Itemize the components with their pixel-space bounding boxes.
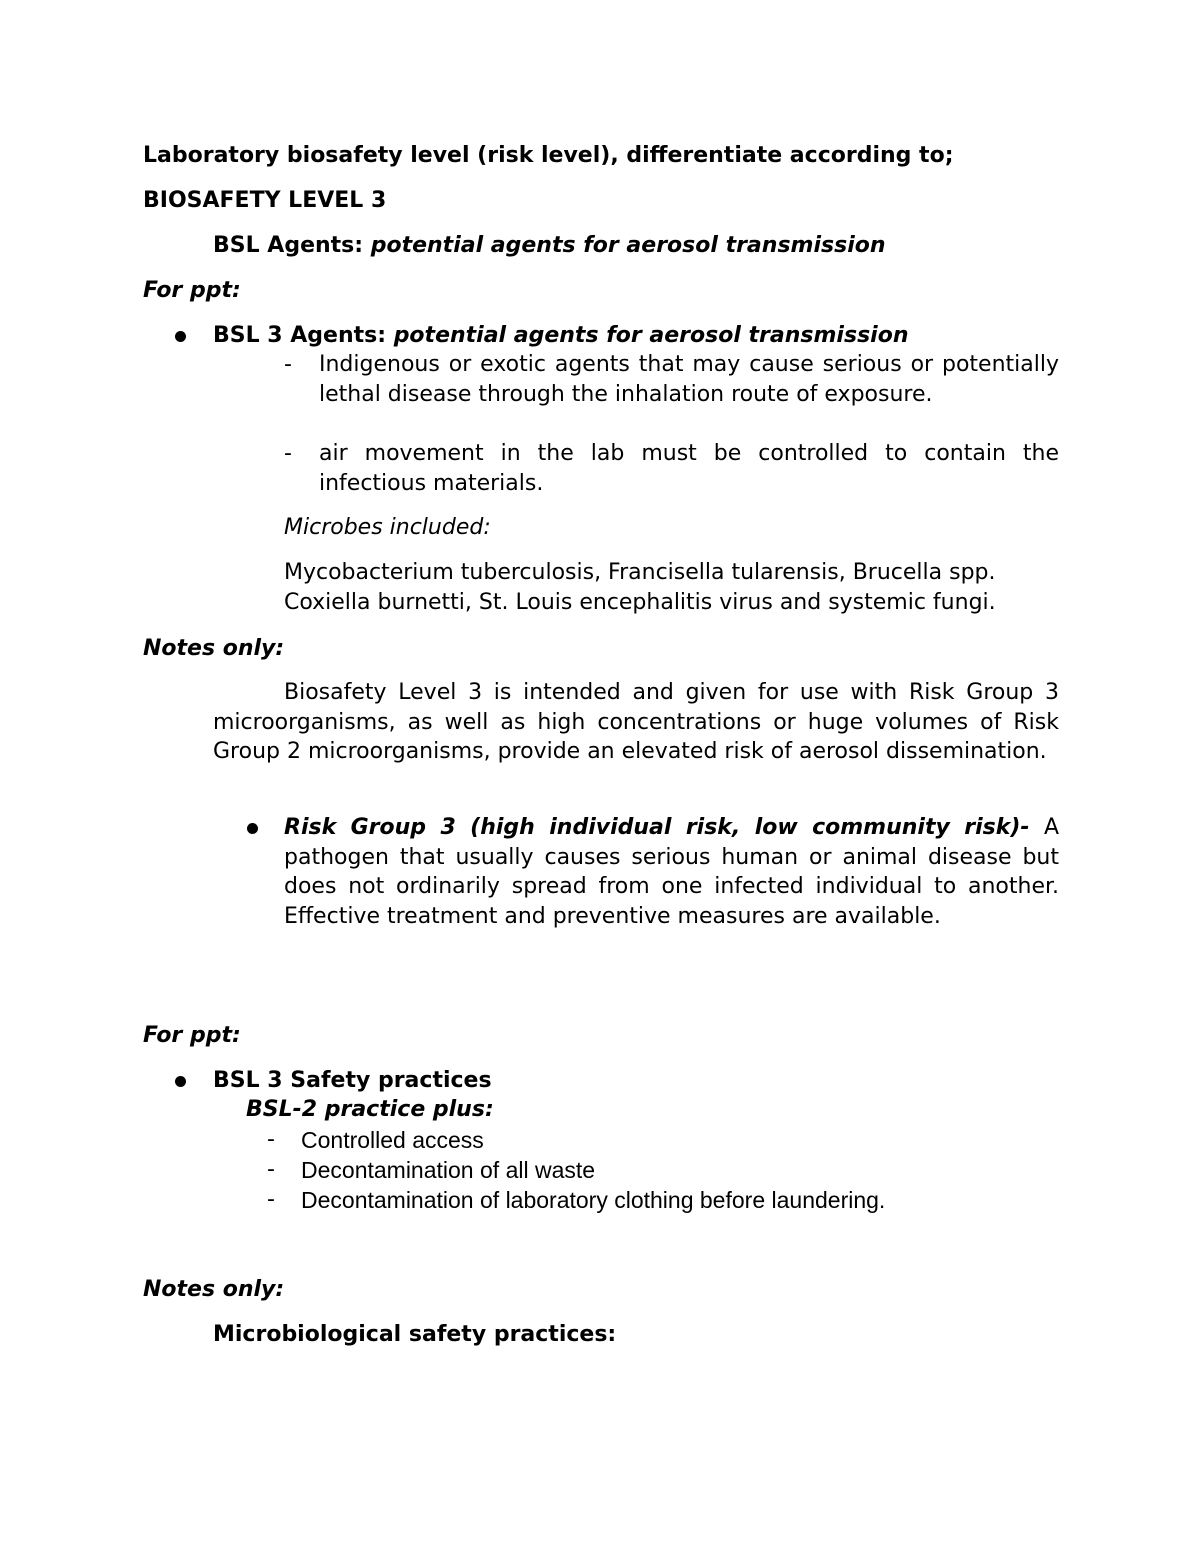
dash-icon: - [284, 352, 292, 377]
dash-icon: - [267, 1127, 275, 1152]
bsl-agents-value: potential agents for aerosol transmission [370, 233, 886, 258]
risk-group-3-item [284, 813, 1059, 931]
bsl2-practice-heading: BSL-2 practice plus: [246, 1097, 494, 1122]
risk-group-3-text: A pathogen that usually causes serious human or animal disease but does not ordinarily spread from one infected individual to another. Effective treatment and preventive measures are available. [284, 815, 1059, 929]
notes-label-1: Notes only: [143, 636, 285, 661]
bsl3-agents-label: BSL 3 Agents: [213, 323, 394, 348]
ppt-1-dash-item: air movement in the lab must be controlled to contain the infectious materials. [319, 441, 1059, 496]
bsl-agents-line [213, 231, 886, 261]
document-title: Laboratory biosafety level (risk level), differentiate according to; [143, 143, 954, 168]
safety-practice-item: Controlled access [301, 1127, 484, 1153]
bullet-icon [247, 823, 258, 834]
bullet-icon [175, 331, 186, 342]
notes-label-2: Notes only: [143, 1277, 285, 1302]
microbes-label: Microbes included: [284, 515, 491, 540]
safety-practice-item: Decontamination of laboratory clothing before laundering. [301, 1187, 886, 1213]
ppt-1-bullet [213, 321, 908, 351]
bsl3-agents-value: potential agents for aerosol transmission [393, 323, 909, 348]
dash-icon: - [284, 441, 292, 466]
microbes-text: Mycobacterium tuberculosis, Francisella tularensis, Brucella spp. Coxiella burnetti, St. Louis encephalitis virus and systemic fungi. [284, 560, 996, 615]
ppt-label-1: For ppt: [143, 278, 241, 303]
ppt-label-2: For ppt: [143, 1023, 241, 1048]
notes-1-paragraph: Biosafety Level 3 is intended and given for use with Risk Group 3 microorganisms, as well as high concentrations or huge volumes of Risk Group 2 microorganisms, provide an elevated risk of aerosol dissemination. [213, 680, 1059, 765]
level-heading: BIOSAFETY LEVEL 3 [143, 188, 387, 213]
microbiological-practices-heading: Microbiological safety practices: [213, 1322, 617, 1347]
dash-icon: - [267, 1187, 275, 1212]
risk-group-3-label: Risk Group 3 (high individual risk, low community risk)- [284, 815, 1044, 840]
safety-practices-bullet: BSL 3 Safety practices [213, 1068, 492, 1093]
bsl-agents-label: BSL Agents: [213, 233, 371, 258]
safety-practice-item: Decontamination of all waste [301, 1157, 596, 1183]
ppt-1-dash-item: Indigenous or exotic agents that may cause serious or potentially lethal disease through the inhalation route of exposure. [319, 352, 1059, 407]
dash-icon: - [267, 1157, 275, 1182]
bullet-icon [175, 1076, 186, 1087]
